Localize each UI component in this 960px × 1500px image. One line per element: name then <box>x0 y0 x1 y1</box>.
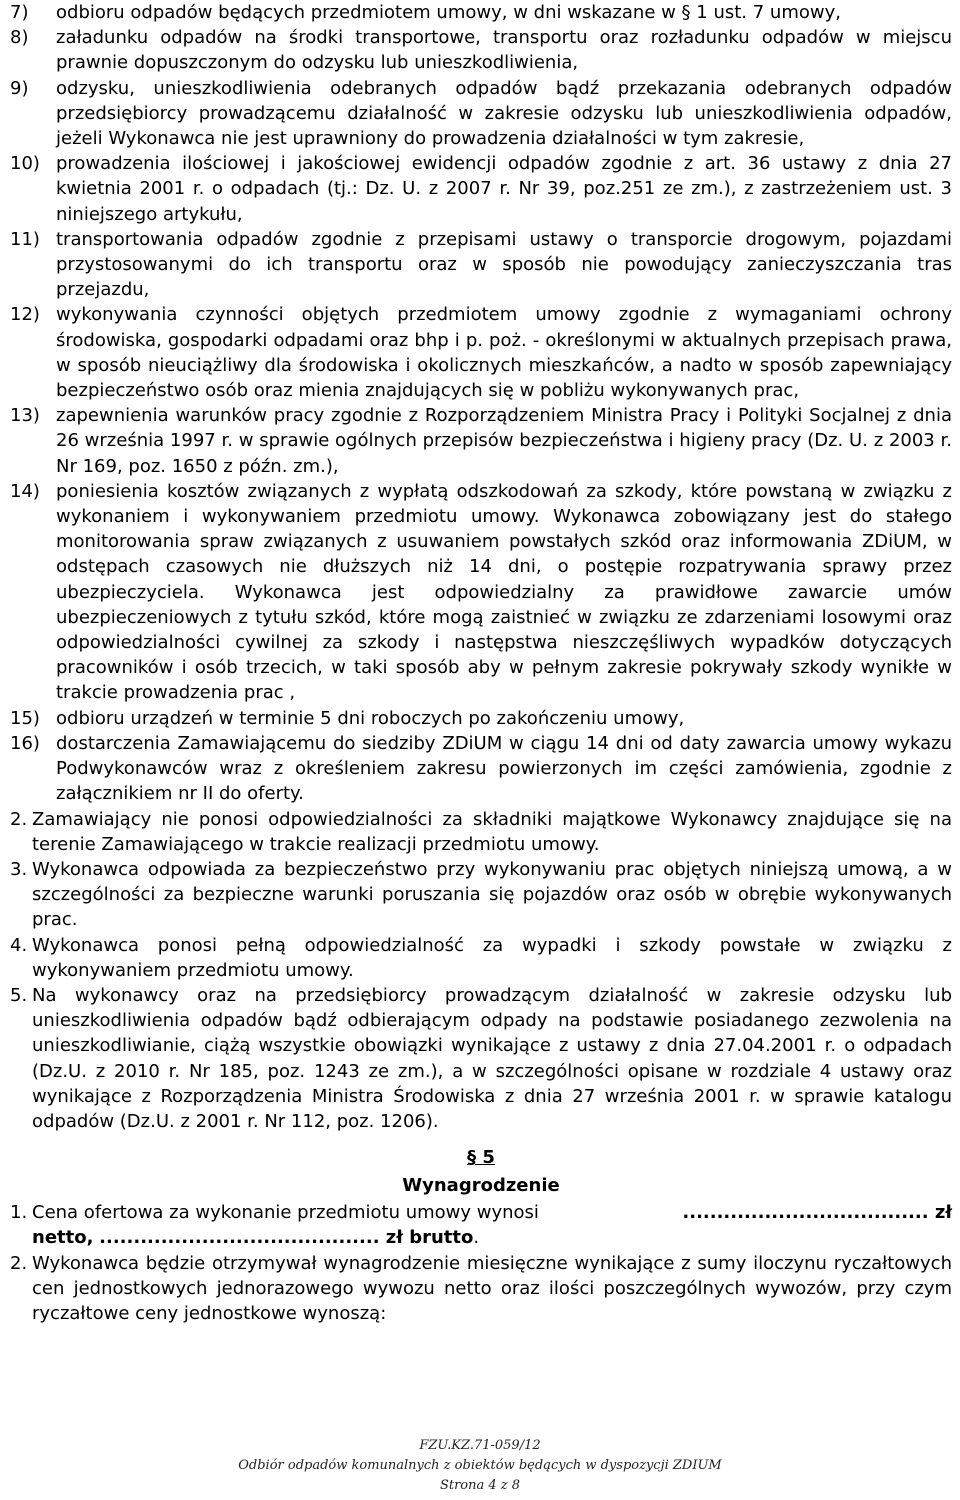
list-item <box>10 0 952 25</box>
numbered-paragraph <box>10 807 952 857</box>
item-number: 13) <box>10 405 40 427</box>
section-heading <box>10 1144 952 1200</box>
footer-page-number: Strona 4 z 8 <box>439 1478 521 1493</box>
item-number: 7) <box>10 2 29 23</box>
item-text: dostarczenia Zamawiającemu do siedziby ZDiUM w ciągu 14 dni od daty zawarcia umowy wykazu Podwykonawców wraz z określeniem zakresu powierzonych im części zamówienia, zgodnie z załącznikiem nr II do oferty. <box>56 732 952 805</box>
list-item <box>10 479 952 706</box>
paragraph-number: 1. <box>10 1202 28 1224</box>
item-text: prowadzenia ilościowej i jakościowej ewidencji odpadów zgodnie z art. 36 ustawy z dnia 27 kwietnia 2001 r. o odpadach (tj.: Dz. U. z 2007 r. Nr 39, poz.251 ze zm.), z zastrzeżeniem ust. 3 niniejszego artykułu, <box>56 153 952 225</box>
item-number: 11) <box>10 228 40 250</box>
item-text: odbioru urządzeń w terminie 5 dni roboczych po zakończeniu umowy, <box>56 707 685 729</box>
sentence-end: . <box>473 1227 480 1249</box>
numbered-paragraph <box>10 1200 952 1250</box>
paragraph-text <box>32 1200 952 1250</box>
sub-item-list <box>10 0 952 807</box>
list-item <box>10 227 952 303</box>
price-netto-dots: .................................... zł <box>682 1202 952 1224</box>
list-item <box>10 25 952 75</box>
paragraph-number: 2. <box>10 808 28 830</box>
item-number: 9) <box>10 77 29 99</box>
price-intro-text: Cena ofertowa za wykonanie przedmiotu umowy wynosi <box>32 1202 539 1224</box>
item-text: wykonywania czynności objętych przedmiotem umowy zgodnie z wymaganiami ochrony środowiska, gospodarki odpadami oraz bhp i p. poż. - określonymi w aktualnych przepisach prawa, w sposób nieuciążliwy dla środowiska i okolicznych mieszkańców, a nadto w sposób zapewniający bezpieczeństwo osób oraz mienia znajdujących się w pobliżu wykonywanych prac, <box>56 304 952 402</box>
numbered-paragraph <box>10 1251 952 1327</box>
list-item <box>10 76 952 152</box>
paragraph-text: Wykonawca odpowiada za bezpieczeństwo przy wykonywaniu prac objętych niniejszą umową, a w szczególności za bezpieczne warunki poruszania się pojazdów oraz osób w obrębie wykonywanych prac. <box>32 858 952 931</box>
payment-list <box>10 1200 952 1326</box>
numbered-paragraph <box>10 857 952 933</box>
list-item <box>10 403 952 479</box>
price-brutto-dots: ......................................... zł brutto <box>99 1227 474 1249</box>
list-item <box>10 151 952 227</box>
paragraph-number: 4. <box>10 934 28 956</box>
section-title: Wynagrodzenie <box>402 1175 560 1197</box>
numbered-paragraph <box>10 983 952 1134</box>
paragraph-text: Zamawiający nie ponosi odpowiedzialności za składniki majątkowe Wykonawcy znajdujące się na terenie Zamawiającego w trakcie realizacji przedmiotu umowy. <box>32 808 952 855</box>
page-footer <box>0 1436 960 1496</box>
footer-title: Odbiór odpadów komunalnych z obiektów będących w dyspozycji ZDIUM <box>238 1458 722 1473</box>
footer-reference: FZU.KZ.71-059/12 <box>419 1438 541 1453</box>
section-number: § 5 <box>467 1147 495 1169</box>
item-text: poniesienia kosztów związanych z wypłatą odszkodowań za szkody, które powstaną w związku z wykonaniem i wykonywaniem przedmiotu umowy. Wykonawca zobowiązany jest do stałego monitorowania spraw związanych z usuwaniem powstałych szkód oraz informowania ZDiUM, w odstępach czasowych nie dłuższych niż 14 dni, o postępie rozpatrywania sprawy przez ubezpieczyciela. Wykonawca jest odpowiedzialny za prawidłowe zawarcie umów ubezpieczeniowych z tytułu szkód, które mogą zaistnieć w związku ze zdarzeniami losowymi oraz odpowiedzialności cywilnej za szkody i następstwa nieszczęśliwych wypadków dotyczących pracowników i osób trzecich, w taki sposób aby w pełnym zakresie pokrywały szkody wynikłe w trakcie prowadzenia prac , <box>56 480 952 704</box>
paragraph-number: 2. <box>10 1252 28 1274</box>
paragraph-number: 5. <box>10 984 28 1006</box>
item-text: odzysku, unieszkodliwienia odebranych odpadów bądź przekazania odebranych odpadów przedsiębiorcy prowadzącemu działalność w zakresie odzysku lub unieszkodliwienia odpadów, jeżeli Wykonawca nie jest uprawniony do prowadzenia działalności w tym zakresie, <box>56 77 952 150</box>
list-item <box>10 302 952 403</box>
item-number: 10) <box>10 153 40 175</box>
list-item <box>10 706 952 731</box>
numbered-paragraph <box>10 933 952 983</box>
item-text: transportowania odpadów zgodnie z przepisami ustawy o transporcie drogowym, pojazdami przystosowanymi do ich transportu oraz w sposób nie powodujący zanieczyszczania tras przejazdu, <box>56 228 952 301</box>
item-text: załadunku odpadów na środki transportowe, transportu oraz rozładunku odpadów w miejscu prawnie dopuszczonym do odzysku lub unieszkodliwienia, <box>56 27 952 74</box>
netto-label: netto, <box>32 1227 94 1249</box>
item-number: 15) <box>10 707 40 729</box>
item-number: 14) <box>10 480 40 502</box>
paragraph-text: Wykonawca będzie otrzymywał wynagrodzenie miesięczne wynikające z sumy iloczynu ryczałtowych cen jednostkowych jednorazowego wywozu netto oraz ilości poszczególnych wywozów, przy czym ryczałtowe ceny jednostkowe wynoszą: <box>32 1252 952 1324</box>
paragraph-text: Wykonawca ponosi pełną odpowiedzialność za wypadki i szkody powstałe w związku z wykonywaniem przedmiotu umowy. <box>32 934 952 981</box>
paragraph-list <box>10 807 952 1135</box>
paragraph-number: 3. <box>10 858 28 880</box>
item-number: 12) <box>10 304 40 326</box>
item-number: 8) <box>10 27 29 49</box>
item-number: 16) <box>10 732 40 754</box>
item-text: zapewnienia warunków pracy zgodnie z Rozporządzeniem Ministra Pracy i Polityki Socjalnej z dnia 26 września 1997 r. w sprawie ogólnych przepisów bezpieczeństwa i higieny pracy (Dz. U. z 2003 r. Nr 169, poz. 1650 z późn. zm.), <box>56 405 952 477</box>
list-item <box>10 731 952 807</box>
paragraph-text: Na wykonawcy oraz na przedsiębiorcy prowadzącym działalność w zakresie odzysku lub unieszkodliwienia odpadów bądź odbierającym odpady na podstawie posiadanego zezwolenia na unieszkodliwianie, ciążą wszystkie obowiązki wynikające z ustawy z dnia 27.04.2001 r. o odpadach (Dz.U. z 2010 r. Nr 185, poz. 1243 ze zm.), a w szczególności opisane w rozdziale 4 ustawy oraz wynikające z Rozporządzenia Ministra Środowiska z dnia 27 września 2001 r. w sprawie katalogu odpadów (Dz.U. z 2001 r. Nr 112, poz. 1206). <box>32 984 952 1132</box>
item-text: odbioru odpadów będących przedmiotem umowy, w dni wskazane w § 1 ust. 7 umowy, <box>56 2 841 23</box>
